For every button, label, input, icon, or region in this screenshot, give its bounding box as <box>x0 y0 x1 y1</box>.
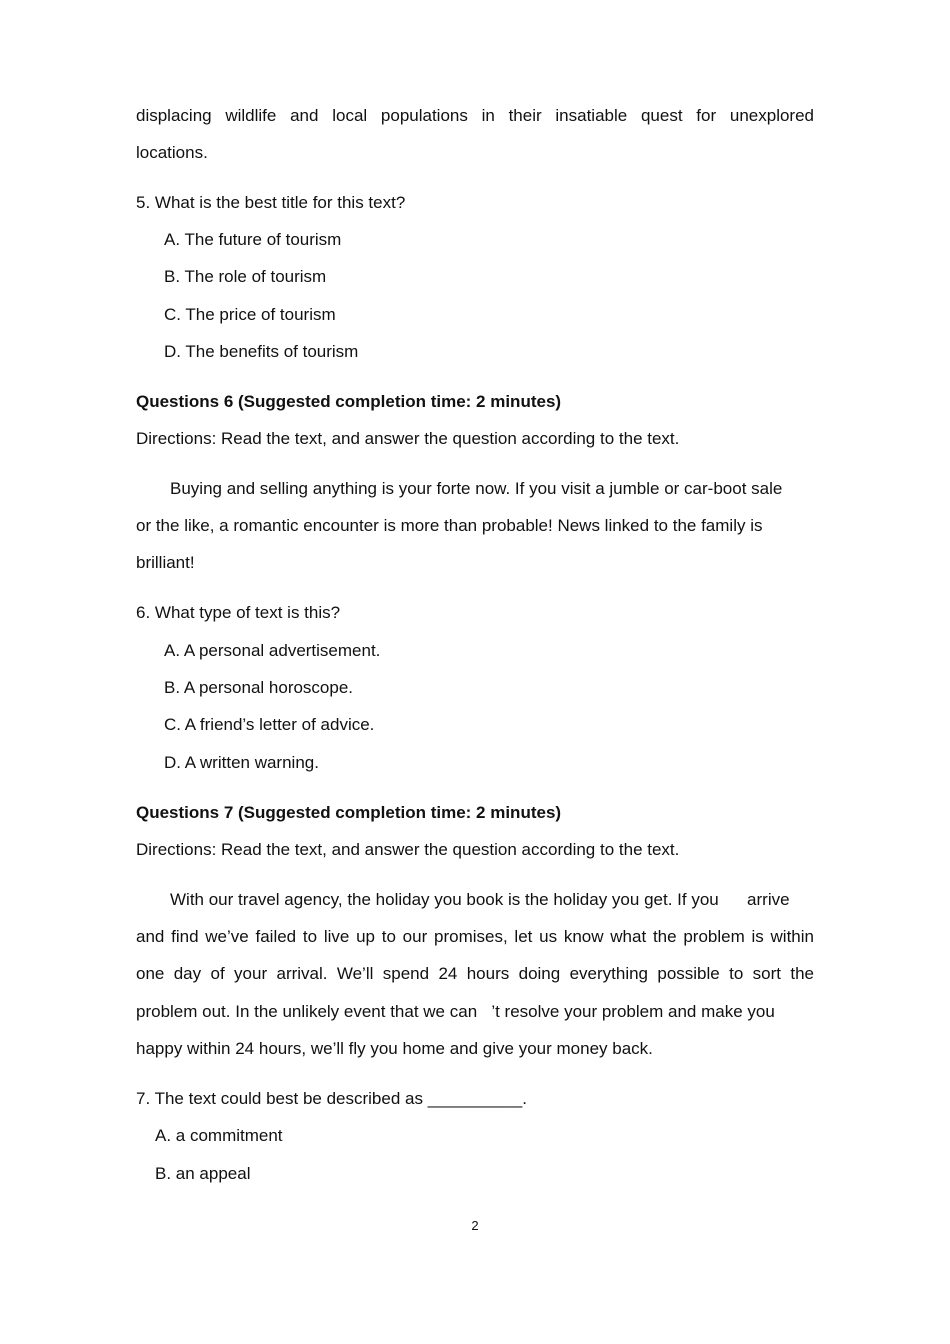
q5-option-b: B. The role of tourism <box>164 267 327 286</box>
q5-option-c: C. The price of tourism <box>164 305 336 324</box>
question-6: 6. What type of text is this? <box>136 603 341 622</box>
section-7-directions: Directions: Read the text, and answer the question according to the text. <box>136 840 680 859</box>
passage-6-line: Buying and selling anything is your forte now. If you visit a jumble or car-boot sale <box>170 479 783 498</box>
q5-option-d: D. The benefits of tourism <box>164 342 359 361</box>
q7-option-b: B. an appeal <box>155 1164 251 1183</box>
section-6-heading: Questions 6 (Suggested completion time: 2 minutes) <box>136 392 562 411</box>
question-5: 5. What is the best title for this text? <box>136 193 406 212</box>
passage-6-line: or the like, a romantic encounter is more than probable! News linked to the family is <box>136 516 763 535</box>
q6-option-b: B. A personal horoscope. <box>164 678 354 697</box>
section-6-directions: Directions: Read the text, and answer the question according to the text. <box>136 429 680 448</box>
passage-7-line: With our travel agency, the holiday you book is the holiday you get. If you arrive <box>170 890 790 909</box>
passage-5-line: displacing wildlife and local populations in their insatiable quest for unexplored <box>136 106 814 125</box>
q6-option-c: C. A friend’s letter of advice. <box>164 715 375 734</box>
q6-option-a: A. A personal advertisement. <box>164 641 381 660</box>
passage-7-line: happy within 24 hours, we’ll fly you home and give your money back. <box>136 1039 653 1058</box>
question-7: 7. The text could best be described as __________. <box>136 1089 527 1108</box>
section-7-heading: Questions 7 (Suggested completion time: 2 minutes) <box>136 803 562 822</box>
q7-option-a: A. a commitment <box>155 1126 283 1145</box>
passage-7-line: problem out. In the unlikely event that we can ’t resolve your problem and make you <box>136 1002 775 1021</box>
q6-option-d: D. A written warning. <box>164 753 319 772</box>
passage-7-line: and find we’ve failed to live up to our promises, let us know what the problem is within <box>136 927 814 946</box>
passage-7-line: one day of your arrival. We’ll spend 24 hours doing everything possible to sort the <box>136 964 814 983</box>
page-number: 2 <box>471 1218 479 1233</box>
passage-5-line: locations. <box>136 143 208 162</box>
passage-6-line: brilliant! <box>136 553 195 572</box>
q5-option-a: A. The future of tourism <box>164 230 342 249</box>
